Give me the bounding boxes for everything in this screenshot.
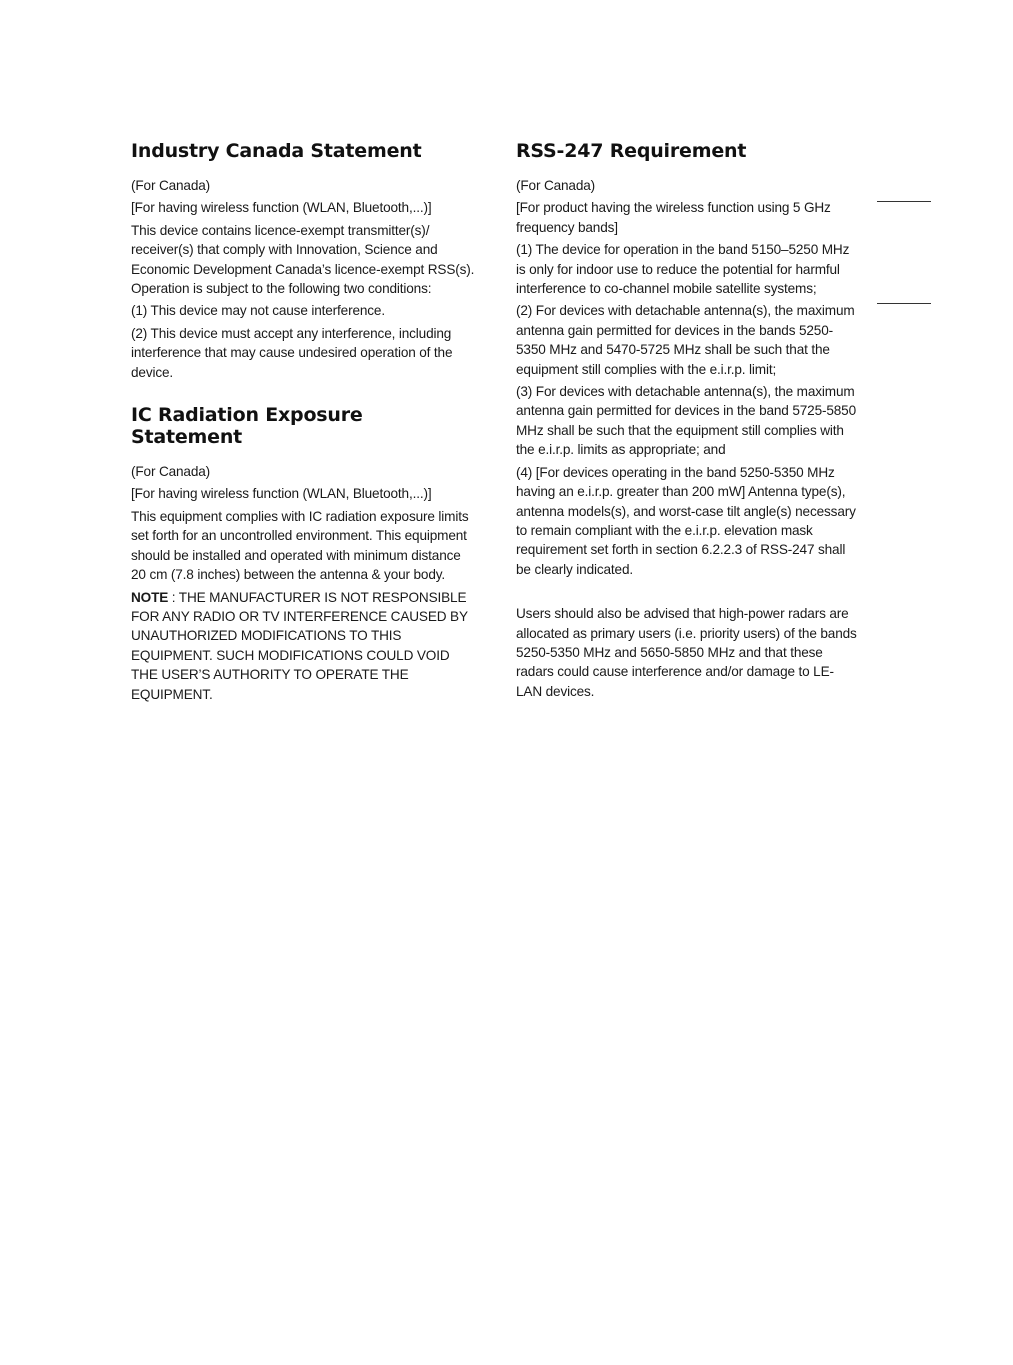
side-tab-divider: [877, 303, 931, 304]
ic-radiation-note: [131, 588, 476, 704]
industry-canada-paragraph: [For having wireless function (WLAN, Bluetooth,...)]: [131, 200, 432, 216]
rss247-paragraph: (4) [For devices operating in the band 5250-5350 MHz having an e.i.r.p. greater than 200 mW] Antenna type(s), antenna models(s), and worst-case tilt angle(s) necessary to remain compliant with the e.i.r.p. elevation mask requirement set forth in section 6.2.2.3 of RSS-247 shall be clearly indicated.: [516, 464, 856, 577]
note-text: : THE MANUFACTURER IS NOT RESPONSIBLE FOR ANY RADIO OR TV INTERFERENCE CAUSED BY UNAUTHORIZED MODIFICATIONS TO THIS EQUIPMENT. SUCH MODIFICATIONS COULD VOID THE USER’S AUTHORITY TO OPERATE THE EQUIPMENT.: [131, 589, 468, 702]
industry-canada-paragraph: This device contains licence-exempt transmitter(s)/ receiver(s) that comply with Innovation, Science and Economic Development Canada’s licence-exempt RSS(s). Operation is subject to the following two conditions:: [131, 222, 475, 297]
industry-canada-paragraph: (For Canada): [131, 178, 211, 193]
rss247-heading: RSS-247 Requirement: [516, 140, 747, 162]
ic-radiation-heading: IC Radiation Exposure Statement: [131, 404, 363, 449]
industry-canada-paragraph: (1) This device may not cause interference.: [131, 303, 385, 319]
left-column: [131, 140, 476, 707]
right-column: [516, 140, 858, 704]
ic-radiation-paragraph: (For Canada): [131, 464, 211, 480]
note-label: NOTE: [131, 589, 169, 605]
rss247-paragraph: (For Canada): [516, 178, 596, 193]
rss247-paragraph: (3) For devices with detachable antenna(s), the maximum antenna gain permitted for devices in the band 5725-5850 MHz shall be such that the equipment still complies with the e.i.r.p. limits as appropriate; and: [516, 384, 856, 458]
rss247-paragraph: (1) The device for operation in the band 5150–5250 MHz is only for indoor use to reduce the potential for harmful interference to co-channel mobile satellite systems;: [516, 242, 850, 297]
rss247-paragraph: (2) For devices with detachable antenna(s), the maximum antenna gain permitted for devices in the bands 5250-5350 MHz and 5470-5725 MHz shall be such that the equipment still complies with the e.i.r.p. limit;: [516, 303, 855, 377]
paragraph-gap: [516, 582, 858, 604]
rss247-paragraph: [For product having the wireless function using 5 GHz frequency bands]: [516, 200, 831, 235]
ic-radiation-paragraph: This equipment complies with IC radiation exposure limits set forth for an uncontrolled environment. This equipment should be installed and operated with minimum distance 20 cm (7.8 inches) between the antenna & your body.: [131, 508, 469, 583]
industry-canada-paragraph: (2) This device must accept any interference, including interference that may cause undesired operation of the device.: [131, 325, 453, 380]
side-tab-divider: [877, 201, 931, 202]
ic-radiation-paragraph: [For having wireless function (WLAN, Bluetooth,...)]: [131, 486, 432, 502]
rss247-users-note: Users should also be advised that high-power radars are allocated as primary users (i.e. priority users) of the bands 5250-5350 MHz and 5650-5850 MHz and that these radars could cause interference and/or damage to LE-LAN devices.: [516, 606, 857, 699]
industry-canada-heading: Industry Canada Statement: [131, 140, 422, 162]
